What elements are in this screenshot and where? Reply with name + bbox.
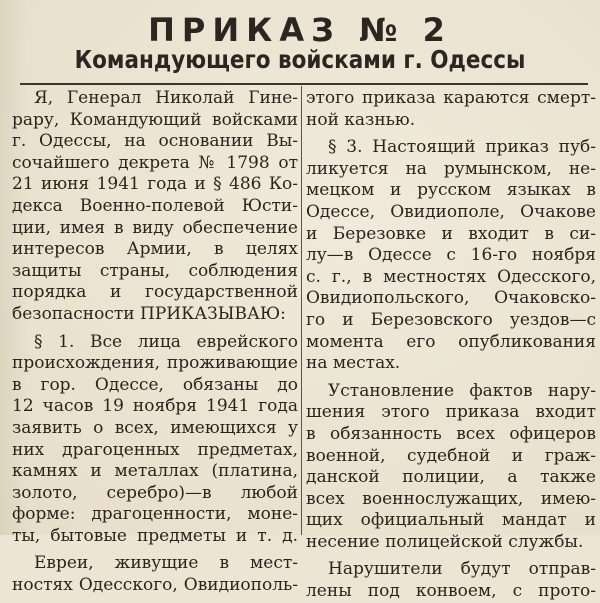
text-line: них драгоценных предметах, (12, 439, 298, 460)
text-line: камнях и металлах (платина, (12, 461, 298, 482)
header-rule (20, 83, 588, 85)
text-line: ции, имея в виду обеспечение (12, 217, 298, 238)
text-line: этого приказа караются смерт- (306, 88, 596, 108)
text-line: ностях Одесского, Овидиополь- (12, 575, 298, 596)
text-line: интересов Армии, в целях (12, 239, 298, 260)
order-subtitle: Командующего войсками г. Одессы (74, 45, 526, 74)
text-line: всех военнослужащих, имею- (306, 488, 596, 509)
text-line: Я, Генерал Николай Гине- (34, 88, 298, 108)
text-line: Евреи, живущие в мест- (34, 553, 298, 574)
text-line: щих официальный мандат и (306, 510, 596, 531)
text-line: го и Березовского уездов—с (306, 309, 596, 330)
text-line: ты, бытовые предметы и т. д. (12, 525, 298, 546)
text-line: данской полиции, а также (306, 467, 596, 488)
text-line: Овидиопольского, Очаковско- (306, 288, 596, 309)
text-line: Нарушители будут отправ- (328, 559, 596, 580)
text-line: форме: драгоценности, моне- (12, 504, 298, 525)
text-line: сочайшего декрета № 1798 от (12, 152, 298, 173)
text-line: с. г., в местностях Одесского, (306, 266, 596, 287)
text-line: порядка и государственной (12, 282, 298, 303)
text-line: мецком и русском языках в (306, 180, 596, 201)
text-line: происхождения, проживающие (12, 353, 298, 374)
text-line: § 1. Все лица еврейского (34, 331, 298, 352)
text-line: Одессе, Овидиополе, Очакове (306, 201, 596, 222)
text-line: несение полицейской службы. (306, 531, 584, 552)
right-column (306, 88, 596, 603)
left-column (12, 88, 298, 597)
text-line: в гор. Одессе, обязаны до (12, 374, 298, 395)
text-line: на местах. (306, 353, 401, 374)
text-line: шения этого приказа входит (306, 402, 596, 423)
text-line: заявить о всех, имеющихся у (12, 417, 298, 438)
text-line: безопасности ПРИКАЗЫВАЮ: (12, 303, 286, 324)
text-line: декса Военно-полевой Юсти- (12, 195, 298, 216)
text-line: ликуется на румынском, не- (306, 158, 596, 179)
text-line: золото, серебро)—в любой (12, 482, 298, 503)
text-line: лены под конвоем, с прото- (306, 581, 596, 602)
column-divider (301, 86, 302, 535)
text-line: г. Одессы, на основании Вы- (12, 131, 298, 152)
text-line: § 3. Настоящий приказ пуб- (328, 137, 596, 158)
text-line: рару, Командующий войсками (12, 109, 298, 130)
text-line: 12 часов 19 ноября 1941 года (12, 396, 298, 417)
order-title: ПРИКАЗ № 2 (148, 11, 452, 49)
text-line: момента его опубликования (306, 331, 596, 352)
text-line: 21 июня 1941 года и § 486 Ко- (12, 174, 298, 195)
text-line: военной, судебной и граж- (306, 445, 596, 466)
text-line: ной казнью. (306, 109, 416, 130)
text-line: защиты страны, соблюдения (12, 260, 298, 281)
text-line: Установление фактов нару- (328, 380, 596, 401)
text-line: в обязанность всех офицеров (306, 423, 596, 444)
text-line: и Березовке и входит в си- (306, 223, 596, 244)
text-line: лу—в Одессе с 16-го ноября (306, 245, 596, 266)
